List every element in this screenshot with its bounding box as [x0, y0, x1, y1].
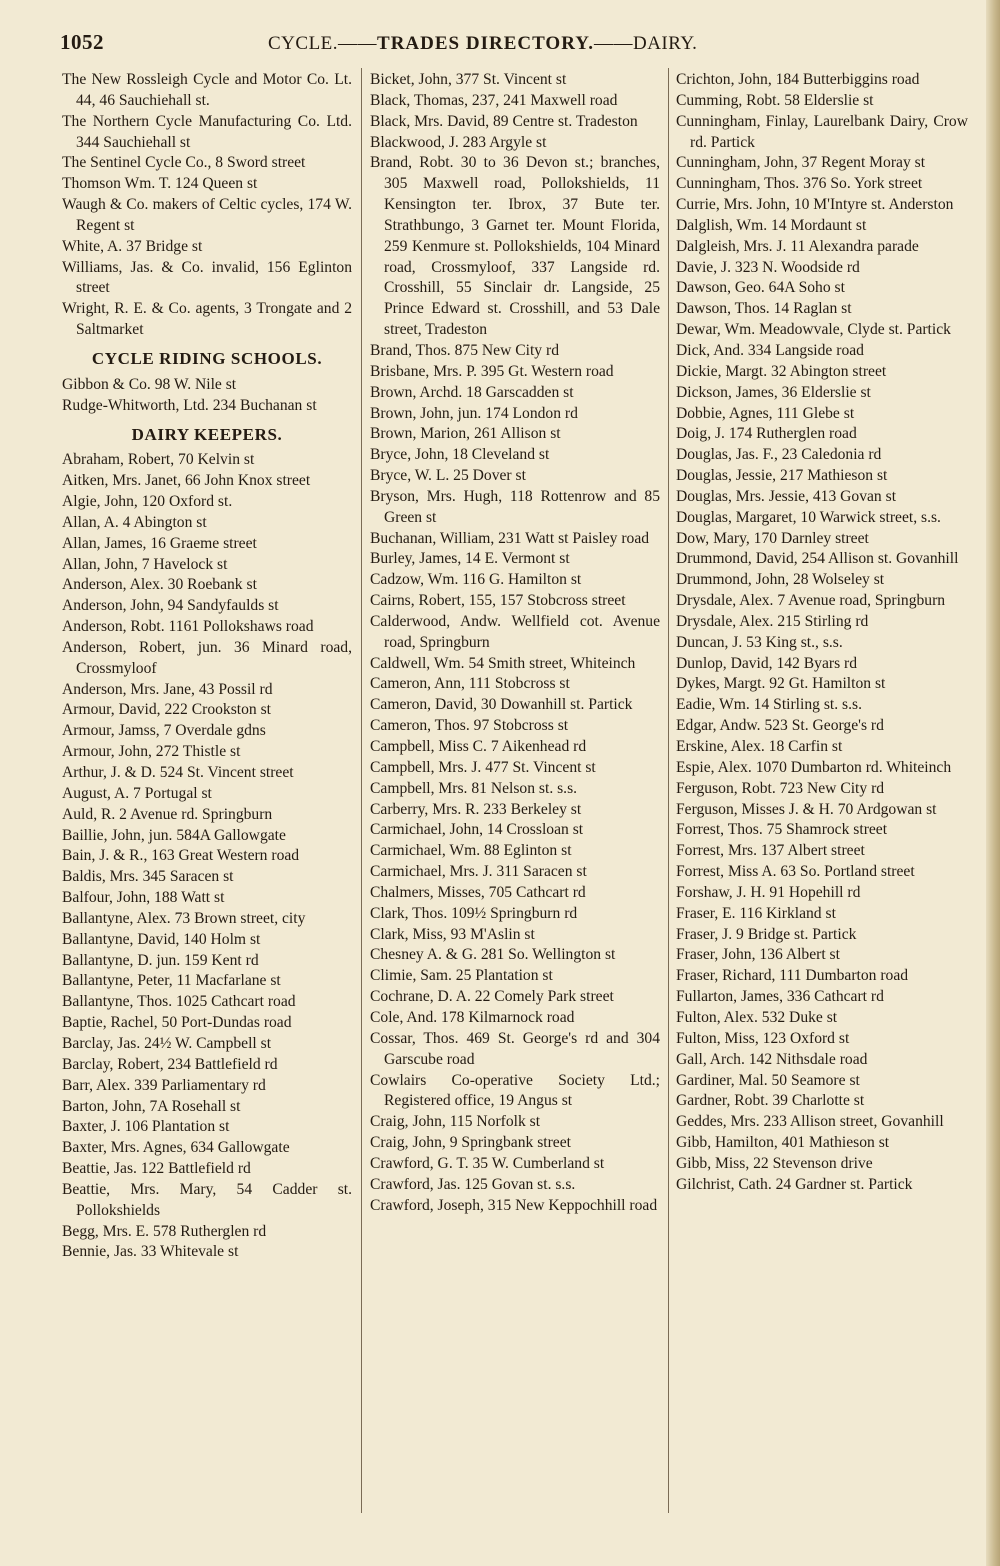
- directory-entry: Dunlop, David, 142 Byars rd: [676, 654, 858, 672]
- directory-entry: Crawford, Joseph, 315 New Keppochhill road: [370, 1196, 658, 1214]
- directory-entry: Forshaw, J. H. 91 Hopehill rd: [676, 883, 861, 901]
- directory-entry: Barclay, Robert, 234 Battlefield rd: [62, 1055, 278, 1073]
- directory-entry: Rudge-Whitworth, Ltd. 234 Buchanan st: [62, 396, 317, 414]
- directory-entry: Gibb, Hamilton, 401 Mathieson st: [676, 1134, 890, 1152]
- directory-entry: Gardiner, Mal. 50 Seamore st: [676, 1071, 860, 1089]
- directory-entry: Barclay, Jas. 24½ W. Campbell st: [62, 1034, 272, 1052]
- directory-entry: Ballantyne, D. jun. 159 Kent rd: [62, 951, 259, 969]
- directory-entry: Forrest, Thos. 75 Shamrock street: [676, 821, 888, 839]
- directory-entry: Begg, Mrs. E. 578 Rutherglen rd: [62, 1222, 267, 1240]
- directory-entry: Fulton, Miss, 123 Oxford st: [676, 1029, 850, 1047]
- directory-entry: Algie, John, 120 Oxford st.: [62, 493, 233, 511]
- directory-entry: Beattie, Mrs. Mary, 54 Cadder st. Pollokshields: [62, 1180, 352, 1219]
- directory-entry: Fraser, John, 136 Albert st: [676, 946, 840, 964]
- directory-entry: Carmichael, Mrs. J. 311 Saracen st: [370, 863, 587, 881]
- directory-entry: Ballantyne, Alex. 73 Brown street, city: [62, 909, 306, 927]
- directory-entry: Cumming, Robt. 58 Elderslie st: [676, 91, 874, 109]
- directory-entry: Anderson, Robt. 1161 Pollokshaws road: [62, 618, 314, 636]
- directory-entry: Eadie, Wm. 14 Stirling st. s.s.: [676, 696, 862, 714]
- directory-entry: Armour, John, 272 Thistle st: [62, 743, 241, 761]
- directory-entry: Dawson, Thos. 14 Raglan st: [676, 300, 852, 318]
- directory-entry: Gall, Arch. 142 Nithsdale road: [676, 1050, 868, 1068]
- column-3: [676, 70, 968, 1196]
- directory-entry: The New Rossleigh Cycle and Motor Co. Lt. 44, 46 Sauchiehall st.: [62, 71, 352, 109]
- directory-entry: Forrest, Miss A. 63 So. Portland street: [676, 863, 915, 881]
- directory-entry: The Northern Cycle Manufacturing Co. Ltd. 344 Sauchiehall st: [62, 112, 352, 151]
- directory-entry: Burley, James, 14 E. Vermont st: [370, 550, 570, 568]
- directory-entry: Bennie, Jas. 33 Whitevale st: [62, 1243, 239, 1261]
- directory-entry: Crichton, John, 184 Butterbiggins road: [676, 71, 920, 88]
- directory-entry: Anderson, John, 94 Sandyfaulds st: [62, 597, 279, 615]
- directory-entry: Doig, J. 174 Rutherglen road: [676, 425, 857, 443]
- directory-entry: The Sentinel Cycle Co., 8 Sword street: [62, 154, 306, 172]
- directory-entry: Chalmers, Misses, 705 Cathcart rd: [370, 883, 586, 901]
- dairy-keepers-list: [370, 70, 660, 1216]
- directory-entry: Gibb, Miss, 22 Stevenson drive: [676, 1154, 873, 1172]
- directory-entry: Craig, John, 115 Norfolk st: [370, 1113, 541, 1131]
- directory-entry: Cossar, Thos. 469 St. George's rd and 304 Garscube road: [370, 1029, 660, 1068]
- directory-entry: Allan, John, 7 Havelock st: [62, 555, 228, 573]
- directory-entry: Cunningham, John, 37 Regent Moray st: [676, 154, 926, 172]
- directory-entry: Arthur, J. & D. 524 St. Vincent street: [62, 764, 294, 781]
- cycle-makers-list: [62, 70, 352, 341]
- directory-entry: Campbell, Miss C. 7 Aikenhead rd: [370, 738, 587, 755]
- dairy-keepers-list: [676, 70, 968, 1196]
- directory-entry: Caldwell, Wm. 54 Smith street, Whiteinch: [370, 654, 636, 672]
- directory-entry: Allan, James, 16 Graeme street: [62, 534, 257, 552]
- directory-entry: Baxter, J. 106 Plantation st: [62, 1118, 230, 1136]
- directory-entry: Dobbie, Agnes, 111 Glebe st: [676, 404, 855, 422]
- directory-entry: Ballantyne, David, 140 Holm st: [62, 930, 261, 948]
- directory-entry: Cairns, Robert, 155, 157 Stobcross street: [370, 592, 626, 610]
- directory-entry: Beattie, Jas. 122 Battlefield rd: [62, 1160, 251, 1178]
- directory-entry: Brand, Thos. 875 New City rd: [370, 341, 559, 359]
- page-edge: [986, 0, 1000, 1566]
- directory-entry: Buchanan, William, 231 Watt st Paisley road: [370, 529, 650, 547]
- directory-entry: Carmichael, John, 14 Crossloan st: [370, 821, 584, 839]
- running-head-left: CYCLE.: [268, 33, 339, 54]
- directory-entry: White, A. 37 Bridge st: [62, 237, 203, 255]
- directory-entry: Armour, Jamss, 7 Overdale gdns: [62, 722, 266, 740]
- directory-entry: Cameron, David, 30 Dowanhill st. Partick: [370, 696, 633, 714]
- directory-entry: Bryson, Mrs. Hugh, 118 Rottenrow and 85 Green st: [370, 487, 660, 526]
- directory-entry: Aitken, Mrs. Janet, 66 John Knox street: [62, 472, 311, 490]
- directory-entry: Anderson, Mrs. Jane, 43 Possil rd: [62, 680, 273, 698]
- directory-entry: Geddes, Mrs. 233 Allison street, Govanhill: [676, 1113, 944, 1131]
- directory-entry: Baldis, Mrs. 345 Saracen st: [62, 868, 234, 886]
- directory-entry: Drysdale, Alex. 215 Stirling rd: [676, 612, 869, 630]
- directory-entry: Black, Thomas, 237, 241 Maxwell road: [370, 91, 618, 109]
- directory-entry: Bicket, John, 377 St. Vincent st: [370, 71, 567, 88]
- directory-entry: Ferguson, Misses J. & H. 70 Ardgowan st: [676, 800, 937, 818]
- directory-entry: Drummond, John, 28 Wolseley st: [676, 571, 885, 589]
- directory-entry: Ballantyne, Peter, 11 Macfarlane st: [62, 972, 281, 990]
- riding-schools-list: [62, 375, 352, 417]
- directory-entry: Dow, Mary, 170 Darnley street: [676, 529, 869, 547]
- directory-entry: Dalglish, Wm. 14 Mordaunt st: [676, 216, 867, 234]
- directory-entry: Douglas, Jas. F., 23 Caledonia rd: [676, 446, 882, 464]
- directory-entry: Crawford, G. T. 35 W. Cumberland st: [370, 1154, 605, 1172]
- directory-entry: Drummond, David, 254 Allison st. Govanhill: [676, 550, 959, 568]
- column-rule: [361, 68, 362, 1513]
- directory-entry: Cunningham, Finlay, Laurelbank Dairy, Crow rd. Partick: [676, 112, 968, 151]
- directory-entry: Dalgleish, Mrs. J. 11 Alexandra parade: [676, 237, 919, 255]
- directory-entry: Waugh & Co. makers of Celtic cycles, 174 W. Regent st: [62, 196, 352, 234]
- running-head-right: DAIRY.: [632, 33, 698, 54]
- directory-entry: Brisbane, Mrs. P. 395 Gt. Western road: [370, 362, 614, 380]
- directory-entry: Gilchrist, Cath. 24 Gardner st. Partick: [676, 1175, 913, 1193]
- directory-entry: Auld, R. 2 Avenue rd. Springburn: [62, 805, 273, 823]
- dairy-keepers-list: [62, 450, 352, 1263]
- directory-entry: Brown, John, jun. 174 London rd: [370, 404, 578, 422]
- directory-entry: Thomson Wm. T. 124 Queen st: [62, 175, 258, 193]
- directory-entry: Cole, And. 178 Kilmarnock road: [370, 1008, 575, 1026]
- directory-entry: Erskine, Alex. 18 Carfin st: [676, 738, 843, 755]
- directory-entry: Cadzow, Wm. 116 G. Hamilton st: [370, 571, 582, 589]
- directory-entry: Anderson, Robert, jun. 36 Minard road, Crossmyloof: [62, 638, 352, 677]
- directory-entry: Dewar, Wm. Meadowvale, Clyde st. Partick: [676, 321, 951, 339]
- directory-entry: Cameron, Thos. 97 Stobcross st: [370, 717, 569, 735]
- directory-entry: Brown, Archd. 18 Garscadden st: [370, 383, 574, 401]
- directory-entry: Williams, Jas. & Co. invalid, 156 Eglinton street: [62, 258, 352, 297]
- directory-entry: Fraser, J. 9 Bridge st. Partick: [676, 925, 857, 943]
- directory-entry: Campbell, Mrs. 81 Nelson st. s.s.: [370, 779, 578, 797]
- directory-entry: Dawson, Geo. 64A Soho st: [676, 279, 845, 297]
- directory-entry: Fraser, E. 116 Kirkland st: [676, 904, 836, 922]
- directory-entry: Allan, A. 4 Abington st: [62, 513, 207, 531]
- directory-entry: Drysdale, Alex. 7 Avenue road, Springburn: [676, 592, 946, 610]
- section-heading-cycle-riding-schools: CYCLE RIDING SCHOOLS.: [91, 348, 323, 368]
- directory-entry: Armour, David, 222 Crookston st: [62, 701, 272, 719]
- directory-entry: Baxter, Mrs. Agnes, 634 Gallowgate: [62, 1139, 290, 1157]
- directory-entry: Wright, R. E. & Co. agents, 3 Trongate and 2 Saltmarket: [62, 300, 352, 339]
- directory-entry: Balfour, John, 188 Watt st: [62, 889, 225, 907]
- directory-entry: Ballantyne, Thos. 1025 Cathcart road: [62, 993, 296, 1011]
- directory-entry: Fraser, Richard, 111 Dumbarton road: [676, 967, 909, 985]
- directory-entry: Douglas, Jessie, 217 Mathieson st: [676, 467, 888, 485]
- directory-entry: Brown, Marion, 261 Allison st: [370, 425, 561, 443]
- column-1: [62, 70, 352, 1263]
- directory-entry: Clark, Thos. 109½ Springburn rd: [370, 904, 578, 922]
- directory-entry: Douglas, Margaret, 10 Warwick street, s.s.: [676, 508, 941, 526]
- directory-entry: Cowlairs Co-operative Society Ltd.; Registered office, 19 Angus st: [370, 1071, 660, 1110]
- directory-entry: Davie, J. 323 N. Woodside rd: [676, 258, 860, 276]
- column-2: [370, 70, 660, 1216]
- directory-entry: Clark, Miss, 93 M'Aslin st: [370, 925, 535, 943]
- directory-entry: Carberry, Mrs. R. 233 Berkeley st: [370, 800, 582, 818]
- directory-entry: Baillie, John, jun. 584A Gallowgate: [62, 826, 286, 844]
- directory-entry: Black, Mrs. David, 89 Centre st. Tradeston: [370, 112, 638, 130]
- directory-entry: Brand, Robt. 30 to 36 Devon st.; branches, 305 Maxwell road, Pollokshields, 11 Kensington ter. Ibrox, 37 Bute ter. Strathbungo, 3 Garnet ter. Mount Florida, 259 Kenmure st. Pollokshields, 104 Minard road, Crossmyloof, 337 Langside rd. Crosshill, 55 Sinclair dr. Langside, 25 Prince Edward st. Crosshill, and 53 Dale street, Tradeston: [370, 154, 660, 339]
- directory-entry: Anderson, Alex. 30 Roebank st: [62, 576, 257, 594]
- directory-entry: Dick, And. 334 Langside road: [676, 341, 864, 359]
- directory-entry: Crawford, Jas. 125 Govan st. s.s.: [370, 1175, 576, 1193]
- running-head: CYCLE.——TRADES DIRECTORY.——DAIRY.: [268, 33, 698, 54]
- directory-entry: Cochrane, D. A. 22 Comely Park street: [370, 988, 614, 1006]
- directory-entry: Cameron, Ann, 111 Stobcross st: [370, 675, 570, 693]
- directory-entry: Cunningham, Thos. 376 So. York street: [676, 175, 923, 193]
- directory-entry: Gibbon & Co. 98 W. Nile st: [62, 375, 237, 393]
- directory-entry: Ferguson, Robt. 723 New City rd: [676, 779, 885, 797]
- directory-entry: Espie, Alex. 1070 Dumbarton rd. Whiteinch: [676, 758, 952, 776]
- section-heading-dairy-keepers: DAIRY KEEPERS.: [131, 424, 283, 444]
- directory-entry: Bryce, W. L. 25 Dover st: [370, 467, 526, 485]
- directory-entry: Duncan, J. 53 King st., s.s.: [676, 633, 843, 651]
- directory-entry: Bryce, John, 18 Cleveland st: [370, 446, 550, 464]
- directory-entry: Blackwood, J. 283 Argyle st: [370, 133, 547, 151]
- running-head-center: TRADES DIRECTORY.: [377, 33, 594, 54]
- directory-entry: Dickie, Margt. 32 Abington street: [676, 362, 887, 380]
- directory-entry: Campbell, Mrs. J. 477 St. Vincent st: [370, 758, 596, 776]
- directory-entry: Baptie, Rachel, 50 Port-Dundas road: [62, 1014, 292, 1032]
- directory-entry: Dickson, James, 36 Elderslie st: [676, 383, 871, 401]
- directory-entry: Forrest, Mrs. 137 Albert street: [676, 842, 865, 860]
- directory-entry: Fulton, Alex. 532 Duke st: [676, 1008, 838, 1026]
- directory-entry: Dykes, Margt. 92 Gt. Hamilton st: [676, 675, 886, 693]
- directory-entry: Fullarton, James, 336 Cathcart rd: [676, 988, 884, 1006]
- column-rule: [668, 68, 669, 1513]
- directory-entry: Barr, Alex. 339 Parliamentary rd: [62, 1076, 266, 1094]
- directory-entry: Gardner, Robt. 39 Charlotte st: [676, 1092, 865, 1110]
- directory-entry: Douglas, Mrs. Jessie, 413 Govan st: [676, 487, 897, 505]
- directory-entry: Edgar, Andw. 523 St. George's rd: [676, 717, 884, 735]
- directory-entry: Bain, J. & R., 163 Great Western road: [62, 847, 300, 865]
- directory-entry: Barton, John, 7A Rosehall st: [62, 1097, 241, 1115]
- page-number: 1052: [60, 30, 104, 54]
- directory-entry: Climie, Sam. 25 Plantation st: [370, 967, 553, 985]
- directory-entry: Craig, John, 9 Springbank street: [370, 1134, 571, 1152]
- page-header: [60, 30, 965, 58]
- directory-entry: Abraham, Robert, 70 Kelvin st: [62, 451, 255, 469]
- directory-entry: August, A. 7 Portugal st: [62, 784, 212, 802]
- directory-entry: Currie, Mrs. John, 10 M'Intyre st. Anderston: [676, 196, 954, 214]
- directory-entry: Carmichael, Wm. 88 Eglinton st: [370, 842, 572, 860]
- directory-entry: Calderwood, Andw. Wellfield cot. Avenue road, Springburn: [370, 612, 660, 651]
- directory-entry: Chesney A. & G. 281 So. Wellington st: [370, 946, 616, 964]
